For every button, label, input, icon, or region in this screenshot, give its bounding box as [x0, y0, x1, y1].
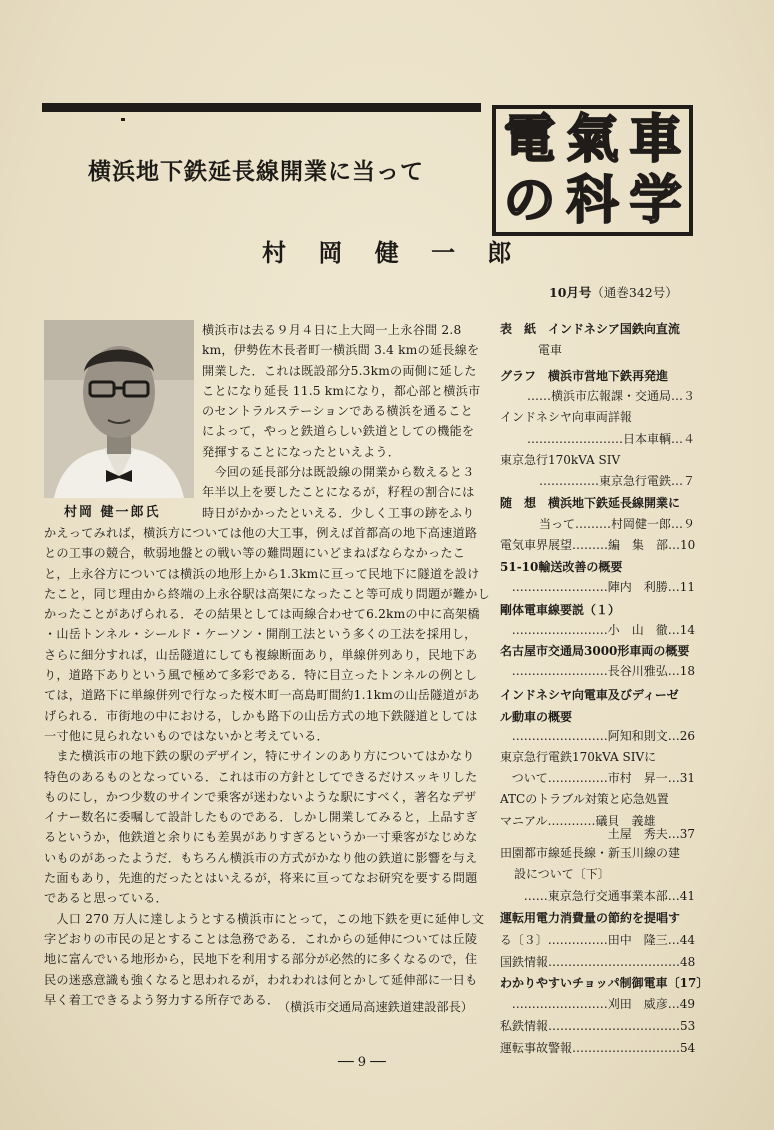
toc-line: ATCのトラブル対策と応急処置 — [500, 792, 669, 806]
body-line: によって，やっと鉄道らしい鉄道としての機能を — [202, 424, 475, 439]
toc-line: ……横浜市広報課・交通局…３ — [526, 389, 695, 403]
issue-volume: （通巻342号） — [591, 285, 678, 300]
toc-line: インドネシヤ向車両詳報 — [500, 410, 632, 424]
body-line: との工事の競合，軟弱地盤との戦い等の難問題にいどまねばならなかったこ — [44, 546, 466, 561]
logo-char: 電 — [503, 110, 556, 170]
author-portrait-image — [44, 320, 194, 498]
toc-line: る〔３〕……………田中 隆三…44 — [499, 933, 695, 947]
rule-mark — [121, 118, 125, 121]
page-number: ── 9 ── — [338, 1055, 386, 1070]
body-line: かえってみれば，横浜方については他の大工事，例えば首都高の地下高速道路 — [44, 526, 478, 540]
logo-char: 車 — [629, 110, 682, 170]
body-line: ては，道路下に単線併列で行なった桜木町一高島町間約1.1kmの山岳隧道があ — [44, 688, 480, 703]
toc-line: 電気車界展望………編 集 部…10 — [500, 538, 696, 552]
toc-line: 運転用電力消費量の節約を提唱す — [500, 911, 681, 925]
article-body-intro — [202, 320, 480, 523]
body-line: かったことがあげられる．その結果としては両線合わせて6.2kmの中に高架橋 — [44, 607, 480, 622]
body-line: ・山岳トンネル・シールド・ケーソン・開削工法という多くの工法を採用し， — [44, 627, 477, 642]
article-author: 村 岡 健 一 郎 — [262, 238, 524, 267]
body-line: のセントラルステーションである横浜を通ること — [202, 404, 474, 419]
toc-line: 国鉄情報……………………………48 — [500, 955, 696, 969]
article-title: 横浜地下鉄延長線開業に当って — [88, 158, 424, 185]
toc-line: 東京急行電鉄170kVA SIVに — [500, 750, 657, 764]
body-line: 年半以上を要したことになるが，籽程の割合には — [202, 485, 475, 500]
body-line: と，上永谷方については横浜の地形上から1.3kmに亘って民地下に隧道を設け — [44, 566, 480, 581]
toc-line: わかりやすいチョッパ制御電車〔17〕 — [500, 976, 709, 990]
toc-line: ……………………小 山 徹…14 — [511, 623, 695, 637]
body-line: 横浜市は去る９月４日に上大岡一上永谷間 2.8 — [202, 323, 462, 337]
body-line: 字どおりの市民の足とすることは急務である．これからの延伸については丘陵 — [44, 931, 478, 946]
body-line: 開業した．これは既設部分5.3kmの両側に延した — [202, 363, 477, 378]
toc-line: ……東京急行交通事業本部…41 — [523, 889, 695, 903]
body-line: 人口 270 万人に達しようとする横浜市にとって，この地下鉄を更に延伸し文 — [44, 911, 485, 926]
toc-line: ついて……………市村 昇一…31 — [511, 771, 695, 785]
logo-char: 科 — [566, 171, 619, 231]
body-line: であると思っている． — [44, 891, 168, 906]
body-line: さらに細分すれば，山岳隧道にしても複線断面あり，単線併列あり，民地下あ — [44, 647, 478, 662]
logo-char: 氣 — [566, 110, 619, 170]
body-line: km，伊勢佐木長者町一横浜間 3.4 kmの延長線を — [202, 343, 480, 358]
author-photo — [44, 320, 194, 498]
body-line: 一寸他に見られないものではないかと考えている． — [44, 728, 329, 743]
body-line: たこと，同じ理由から終端の上永谷駅は高架になったこと等可成り問題が難かし — [44, 586, 490, 601]
toc-line: ……………………日本車輌…４ — [526, 432, 695, 446]
toc-line: ……………………刈田 威彦…49 — [511, 997, 695, 1011]
body-line: 民の迷惑意識も強くなると思われるが，われわれは何とかして延伸部に一日も — [44, 972, 478, 987]
toc-line: 当って………村岡健一郎…９ — [538, 517, 695, 531]
body-line: 時日がかかったといえる．少しく工事の跡をふり — [202, 505, 475, 520]
body-line: ものにし，かつ少数のサインで乗客が迷わないような駅にすべく，著名なデザ — [44, 789, 477, 804]
logo-char: 学 — [629, 171, 682, 231]
body-line: 早く着工できるよう努力する所存である． — [44, 992, 280, 1007]
article-body-main — [44, 523, 490, 1010]
toc-line: 私鉄情報……………………………53 — [500, 1019, 696, 1033]
body-line: 今回の延長部分は既設線の開業から数えると３ — [202, 465, 475, 480]
toc-line: ……………………長谷川雅弘…18 — [511, 664, 695, 678]
toc-line: 剛体電車線要説（１） — [500, 603, 621, 617]
toc-line: 表 紙 インドネシア国鉄向直流 — [500, 322, 680, 336]
body-line: 特色のあるものとなっている．これは市の方針としてできるだけスッキリした — [44, 769, 478, 784]
photo-caption: 村岡 健一郎氏 — [64, 505, 161, 520]
body-line: 地に富んでいる地形から，民地下を利用する部分が必然的に多くなるので，住 — [44, 952, 478, 967]
toc-line: グラフ 横浜市営地下鉄再発進 — [500, 369, 669, 383]
body-line: るというか，他鉄道と余りにも差異がありすぎるというか一寸乗客がなじめな — [44, 830, 478, 845]
toc-line: 土屋 秀夫…37 — [607, 827, 695, 841]
toc-line: ……………………阿知和則文…26 — [511, 729, 695, 743]
issue-info — [549, 283, 678, 301]
body-line: げられる．市街地の中における，しかも路下の山岳方式の地下鉄隧道としては — [44, 708, 478, 723]
toc-line: 名古屋市交通局3000形車両の概要 — [500, 644, 690, 658]
header-rule — [42, 103, 481, 112]
body-line: り，道路下ありという風で極めて多彩である．特に目立ったトンネルの例とし — [44, 668, 478, 683]
toc-line: 電車 — [538, 343, 563, 357]
toc-line: ……………東京急行電鉄…７ — [538, 474, 695, 488]
toc-line: 田園都市線延長線・新玉川線の建 — [500, 846, 681, 860]
toc-line: マニアル…………礒貝 義雄 — [500, 814, 656, 828]
toc-line: 51-10輸送改善の概要 — [500, 560, 623, 574]
toc-line: 設について〔下〕 — [514, 867, 610, 881]
body-line: イナー数名に委嘱して設計したものである．しかし開業してみると，上品すぎ — [44, 810, 478, 825]
toc-line: 随 想 横浜地下鉄延長線開業に — [500, 496, 681, 510]
body-line: いものがあったようだ．もちろん横浜市の方式がかなり他の鉄道に影響を与え — [44, 850, 478, 865]
toc-line: インドネシヤ向電車及びディーゼ — [500, 688, 679, 702]
toc-line: ……………………陣内 利勝…11 — [511, 580, 695, 594]
body-line: 発揮することになったといえよう． — [202, 444, 401, 459]
magazine-logo — [492, 105, 693, 236]
toc-line: ル動車の概要 — [500, 710, 573, 724]
body-line: また横浜市の地下鉄の駅のデザイン，特にサインのあり方についてはかなり — [44, 749, 475, 764]
body-line: た面もあり，先進的だったとはいえるが，将来に亘ってなお研究を要する問題 — [44, 871, 478, 886]
body-line: ことになり延長 11.5 kmになり，都心部と横浜市 — [202, 383, 481, 398]
author-affiliation: （横浜市交通局高速鉄道建設部長） — [278, 1000, 473, 1014]
toc-line: 東京急行170kVA SIV — [500, 453, 621, 467]
logo-char: の — [503, 171, 556, 231]
issue-label: 10月号 — [549, 285, 592, 300]
toc-line: 運転事故警報………………………54 — [500, 1041, 696, 1055]
